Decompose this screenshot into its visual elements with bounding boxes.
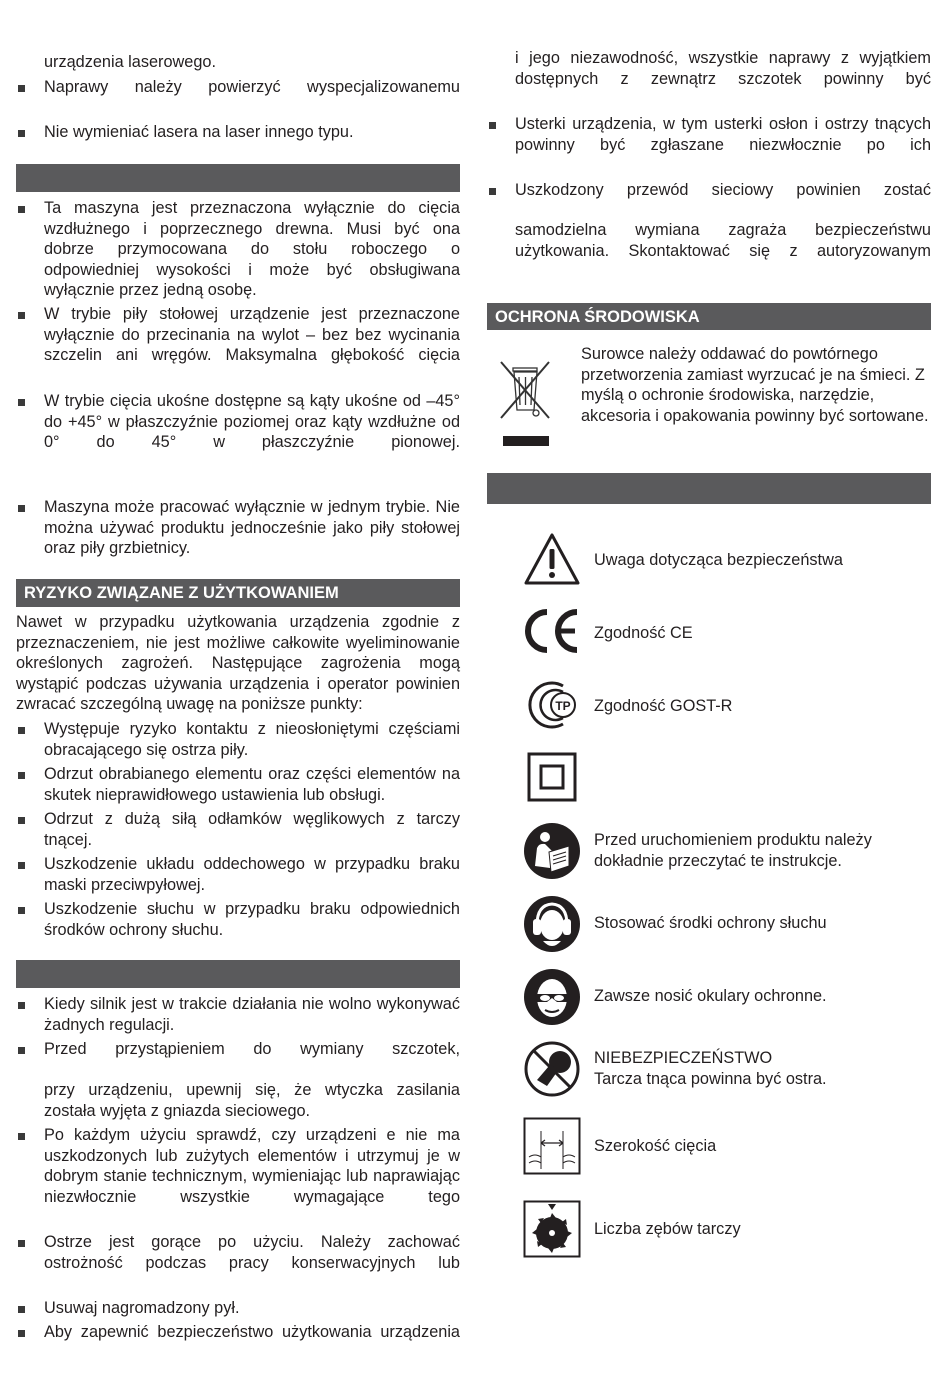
- bullet-icon: [18, 399, 25, 406]
- bullet-icon: [18, 727, 25, 734]
- risk-intro: Nawet w przypadku użytkowania urządzenia zgodnie z przeznaczeniem, nie jest możliwe całkowite wyeliminowanie określonych zagrożeń. Następujące zagrożenia mogą wystąpić podczas używania urządzenia i operator powinien zwracać szczególną uwagę na poniższe punkty:: [16, 613, 460, 714]
- list-item: Uszkodzenie słuchu w przypadku braku odpowiednich środków ochrony słuchu.: [16, 899, 460, 940]
- bullet-icon: [18, 505, 25, 512]
- list-item: Odrzut z dużą siłą odłamków węglikowych z tarczy tnącej.: [16, 809, 460, 850]
- bullet-icon: [18, 1133, 25, 1140]
- bullet-icon: [18, 1240, 25, 1247]
- list-item: Uszkodzenie układu oddechowego w przypadku braku maski przeciwpyłowej.: [16, 854, 460, 895]
- continued-text: przy urządzeniu, upewnij się, że wtyczka zasilania została wyjęta z gniazda sieciowego.: [44, 1081, 460, 1120]
- bullet-icon: [18, 1002, 25, 1009]
- bullet-icon: [18, 1330, 25, 1337]
- bullet-icon: [18, 1306, 25, 1313]
- bullet-icon: [18, 907, 25, 914]
- gost-r-icon: [523, 678, 581, 737]
- continued-text: urządzenia laserowego.: [44, 53, 216, 71]
- bullet-icon: [18, 817, 25, 824]
- eye-protection-icon: [523, 968, 581, 1031]
- bullet-icon: [18, 312, 25, 319]
- cut-width-icon: [523, 1117, 581, 1180]
- list-item: Ostrze jest gorące po użyciu. Należy zachować ostrożność podczas pracy konserwacyjnych lub: [16, 1232, 460, 1273]
- environment-heading: OCHRONA ŚRODOWISKA: [487, 303, 931, 330]
- double-insulation-icon: [527, 752, 577, 807]
- sharp-blade-danger-icon: [523, 1040, 581, 1103]
- bullet-icon: [18, 862, 25, 869]
- bullet-icon: [18, 130, 25, 137]
- list-item: Aby zapewnić bezpieczeństwo użytkowania urządzenia: [16, 1322, 460, 1343]
- continued-text: i jego niezawodność, wszystkie naprawy z wyjątkiem dostępnych z zewnątrz szczotek powinny być: [515, 49, 931, 88]
- ce-mark-icon: [523, 606, 581, 661]
- list-item: Przed przystąpieniem do wymiany szczotek,: [16, 1039, 460, 1060]
- crossed-bin-icon: [497, 360, 553, 448]
- section-heading-bar: [16, 164, 460, 192]
- list-item: W trybie piły stołowej urządzenie jest przeznaczone wyłącznie do przecinania na wylot – bez bez wycinania szczelin ani wręgów. Maksymalna głębokość cięcia: [16, 304, 460, 366]
- bullet-icon: [18, 1047, 25, 1054]
- section-heading-bar: [16, 960, 460, 988]
- list-item: Nie wymieniać lasera na laser innego typu.: [16, 122, 460, 143]
- list-item: Po każdym użyciu sprawdź, czy urządzeni e nie ma uszkodzonych lub zużytych elementów i utrzymuj je w dobrym stanie technicznym, wymieniając lub naprawiając niezwłocznie wszystkie wymagające tego: [16, 1125, 460, 1207]
- bullet-icon: [18, 772, 25, 779]
- list-item: Odrzut obrabianego elementu oraz części elementów na skutek nieprawidłowego ustawienia lub obsługi.: [16, 764, 460, 805]
- bullet-icon: [18, 206, 25, 213]
- list-item: Usuwaj nagromadzony pył.: [16, 1298, 460, 1319]
- list-item: W trybie cięcia ukośne dostępne są kąty ukośne od –45° do +45° w płaszczyźnie poziomej oraz kąty wzdłużne od 0° do 45° w płaszczyźnie pionowej.: [16, 391, 460, 453]
- list-item: Naprawy należy powierzyć wyspecjalizowanemu: [16, 77, 460, 98]
- ear-protection-icon: [523, 895, 581, 958]
- bullet-icon: [18, 85, 25, 92]
- list-item: Maszyna może pracować wyłącznie w jednym trybie. Nie można używać produktu jednocześnie jako piły stołowej oraz piły grzbietnicy.: [16, 497, 460, 559]
- environment-text: Surowce należy oddawać do powtórnego przetworzenia zamiast wyrzucać je na śmieci. Z myślą o ochronie środowiska, narzędzie, akcesoria i opakowania powinny być sortowane.: [581, 345, 929, 425]
- warning-triangle-icon: [523, 532, 581, 591]
- list-item: Kiedy silnik jest w trakcie działania nie wolno wykonywać żadnych regulacji.: [16, 994, 460, 1035]
- svg-text:ТР: ТР: [555, 699, 571, 713]
- list-item: Występuje ryzyko kontaktu z nieosłoniętymi częściami obracającego się ostrza piły.: [16, 719, 460, 760]
- list-item: Uszkodzony przewód sieciowy powinien zostać: [487, 180, 931, 201]
- section-heading-bar: [487, 473, 931, 504]
- read-manual-icon: [523, 822, 581, 885]
- risk-heading: RYZYKO ZWIĄZANE Z UŻYTKOWANIEM: [16, 579, 460, 607]
- list-item: Usterki urządzenia, w tym usterki osłon i ostrzy tnących powinny być zgłaszane niezwłocznie po ich: [487, 114, 931, 155]
- bullet-icon: [489, 188, 496, 195]
- list-item: Ta maszyna jest przeznaczona wyłącznie do cięcia wzdłużnego i poprzecznego drewna. Musi być ona dobrze przymocowana do stołu roboczego o odpowiedniej wysokości i może być obsługiwana wyłącznie przez jedną osobę.: [16, 198, 460, 301]
- continued-text: samodzielna wymiana zagraża bezpieczeństwu użytkowania. Skontaktować się z autoryzowanym: [515, 221, 931, 260]
- bullet-icon: [489, 122, 496, 129]
- blade-teeth-icon: [523, 1200, 581, 1263]
